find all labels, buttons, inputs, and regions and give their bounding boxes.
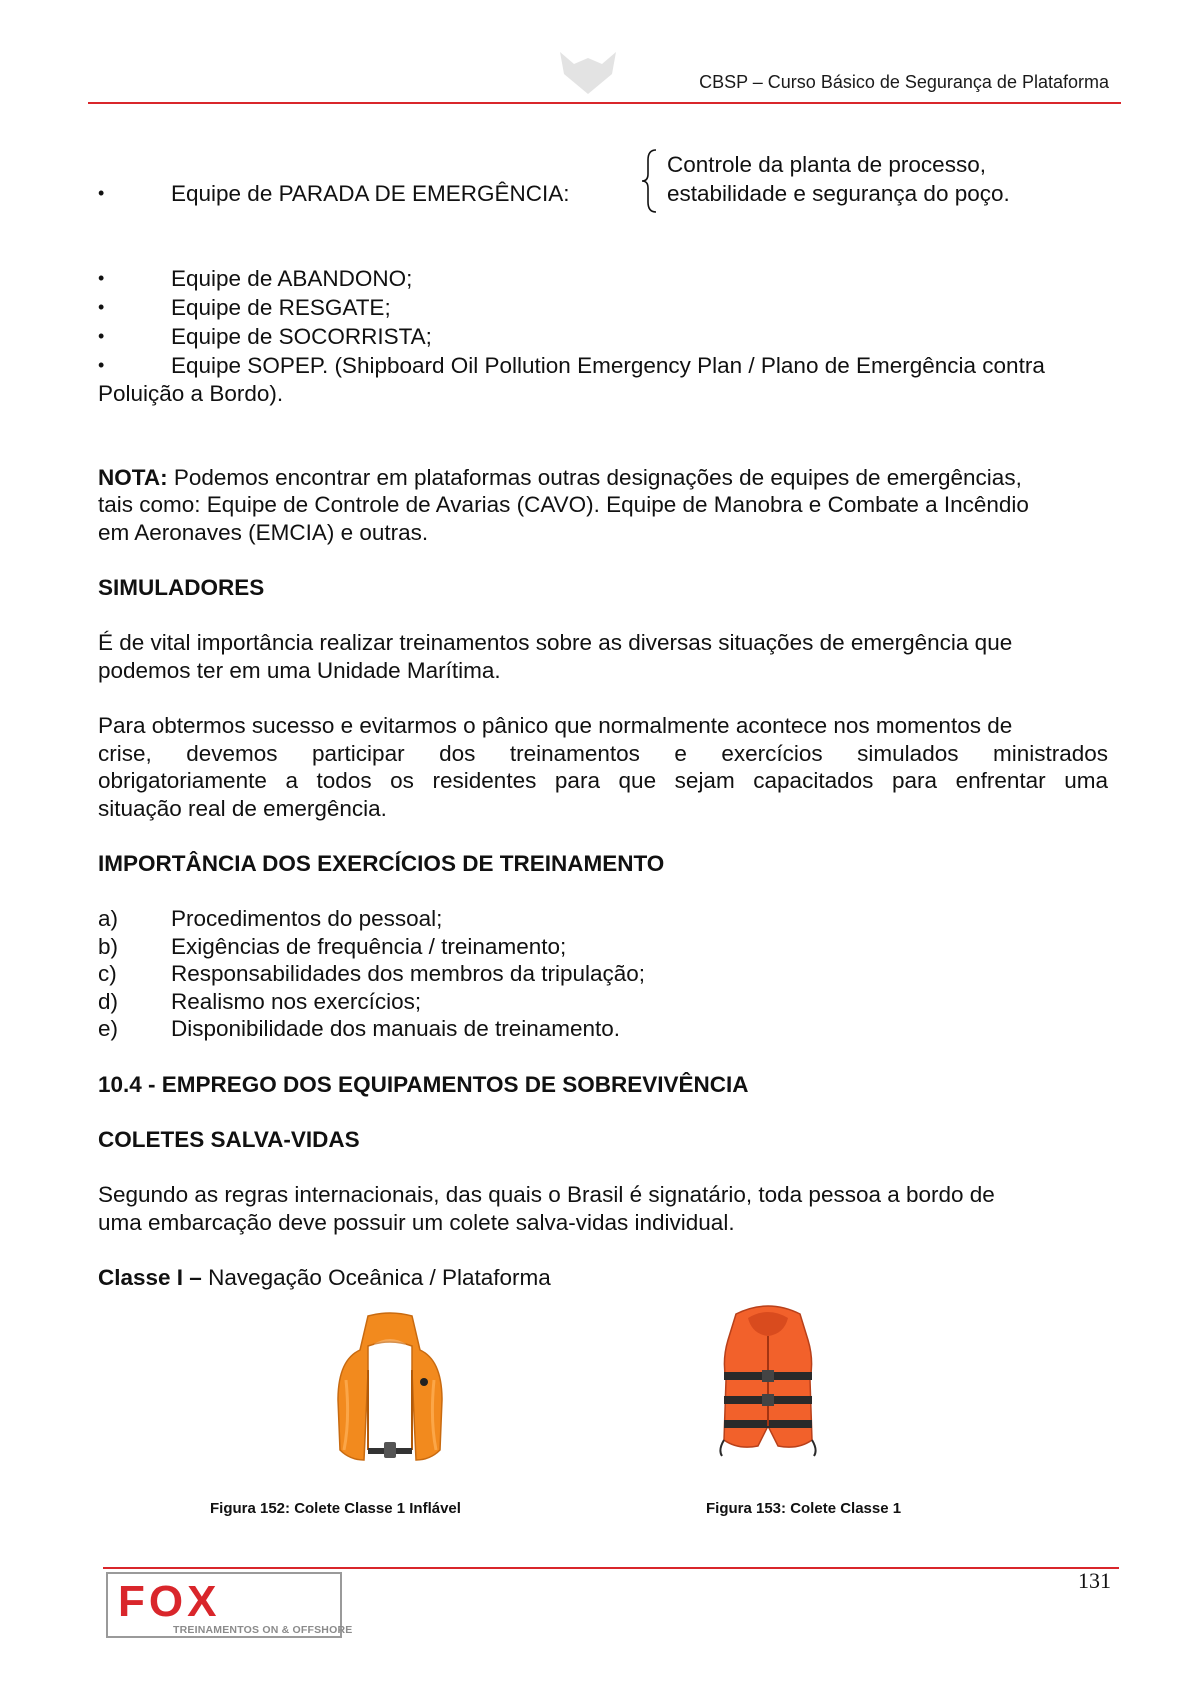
parada-description-line2: estabilidade e segurança do poço. bbox=[667, 181, 1010, 206]
bullet-icon: • bbox=[98, 297, 105, 317]
bullet-icon: • bbox=[98, 355, 105, 375]
nota-line1 bbox=[98, 464, 1108, 492]
nota-text: Podemos encontrar em plataformas outras designações de equipes de emergências, bbox=[167, 465, 1022, 490]
simuladores-p1-line1: É de vital importância realizar treinamentos sobre as diversas situações de emergência que bbox=[98, 630, 1013, 655]
header-divider bbox=[88, 102, 1121, 104]
list-item: Responsabilidades dos membros da tripulação; bbox=[171, 961, 646, 986]
bullet-icon: • bbox=[98, 268, 105, 288]
bullet-abandono: Equipe de ABANDONO; bbox=[171, 266, 413, 291]
nota-line2: tais como: Equipe de Controle de Avarias (CAVO). Equipe de Manobra e Combate a Incêndio bbox=[98, 492, 1029, 517]
bullet-socorrista: Equipe de SOCORRISTA; bbox=[171, 324, 432, 349]
figure-153-caption: Figura 153: Colete Classe 1 bbox=[706, 1500, 902, 1517]
classe-label: Classe I – bbox=[98, 1265, 202, 1290]
coletes-p1-line2: uma embarcação deve possuir um colete salva-vidas individual. bbox=[98, 1210, 735, 1235]
coletes-heading: COLETES SALVA-VIDAS bbox=[98, 1127, 360, 1152]
foam-vest-image bbox=[718, 1300, 818, 1460]
simuladores-heading: SIMULADORES bbox=[98, 575, 265, 600]
bullet-icon: • bbox=[98, 183, 105, 203]
list-marker: e) bbox=[98, 1016, 119, 1041]
figure-152-caption: Figura 152: Colete Classe 1 Inflável bbox=[210, 1500, 461, 1517]
header-title: CBSP – Curso Básico de Segurança de Plataforma bbox=[699, 72, 1109, 92]
simuladores-p2-line1: Para obtermos sucesso e evitarmos o pânico que normalmente acontece nos momentos de bbox=[98, 713, 1013, 738]
simuladores-p2-line2: crise, devemos participar dos treinamentos e exercícios simulados ministrados bbox=[98, 741, 1108, 766]
footer-divider bbox=[103, 1567, 1119, 1569]
list-item: Disponibilidade dos manuais de treinamento. bbox=[171, 1016, 621, 1041]
list-marker: d) bbox=[98, 989, 119, 1014]
importancia-heading: IMPORTÂNCIA DOS EXERCÍCIOS DE TREINAMENTO bbox=[98, 851, 665, 876]
parada-description-line1: Controle da planta de processo, bbox=[667, 152, 986, 177]
footer-logo-subtitle: TREINAMENTOS ON & OFFSHORE bbox=[173, 1624, 353, 1636]
list-item: Procedimentos do pessoal; bbox=[171, 906, 443, 931]
list-item: Realismo nos exercícios; bbox=[171, 989, 422, 1014]
list-item: Exigências de frequência / treinamento; bbox=[171, 934, 567, 959]
list-marker: b) bbox=[98, 934, 119, 959]
list-marker: c) bbox=[98, 961, 117, 986]
simuladores-p1-line2: podemos ter em uma Unidade Marítima. bbox=[98, 658, 501, 683]
nota-label: NOTA: bbox=[98, 465, 168, 490]
page-number: 131 bbox=[1078, 1568, 1111, 1593]
fox-watermark-icon bbox=[556, 48, 620, 96]
bullet-resgate: Equipe de RESGATE; bbox=[171, 295, 391, 320]
classe-text: Navegação Oceânica / Plataforma bbox=[201, 1265, 551, 1290]
section-10-4-heading: 10.4 - EMPREGO DOS EQUIPAMENTOS DE SOBREVIVÊNCIA bbox=[98, 1072, 749, 1097]
curly-brace-icon bbox=[640, 148, 660, 214]
footer-logo-text: FOX bbox=[118, 1577, 221, 1626]
bullet-parada-label: Equipe de PARADA DE EMERGÊNCIA: bbox=[171, 181, 570, 206]
list-marker: a) bbox=[98, 906, 119, 931]
coletes-p1-line1: Segundo as regras internacionais, das quais o Brasil é signatário, toda pessoa a bordo de bbox=[98, 1182, 995, 1207]
bullet-sopep-line2: Poluição a Bordo). bbox=[98, 381, 284, 406]
inflatable-vest-image bbox=[330, 1310, 450, 1465]
bullet-icon: • bbox=[98, 326, 105, 346]
nota-line3: em Aeronaves (EMCIA) e outras. bbox=[98, 520, 429, 545]
simuladores-p2-line3: obrigatoriamente a todos os residentes para que sejam capacitados para enfrentar uma bbox=[98, 768, 1108, 793]
classe-line bbox=[98, 1264, 551, 1292]
simuladores-p2-line4: situação real de emergência. bbox=[98, 796, 387, 821]
bullet-sopep-line1: Equipe SOPEP. (Shipboard Oil Pollution Emergency Plan / Plano de Emergência contra bbox=[171, 353, 1045, 378]
